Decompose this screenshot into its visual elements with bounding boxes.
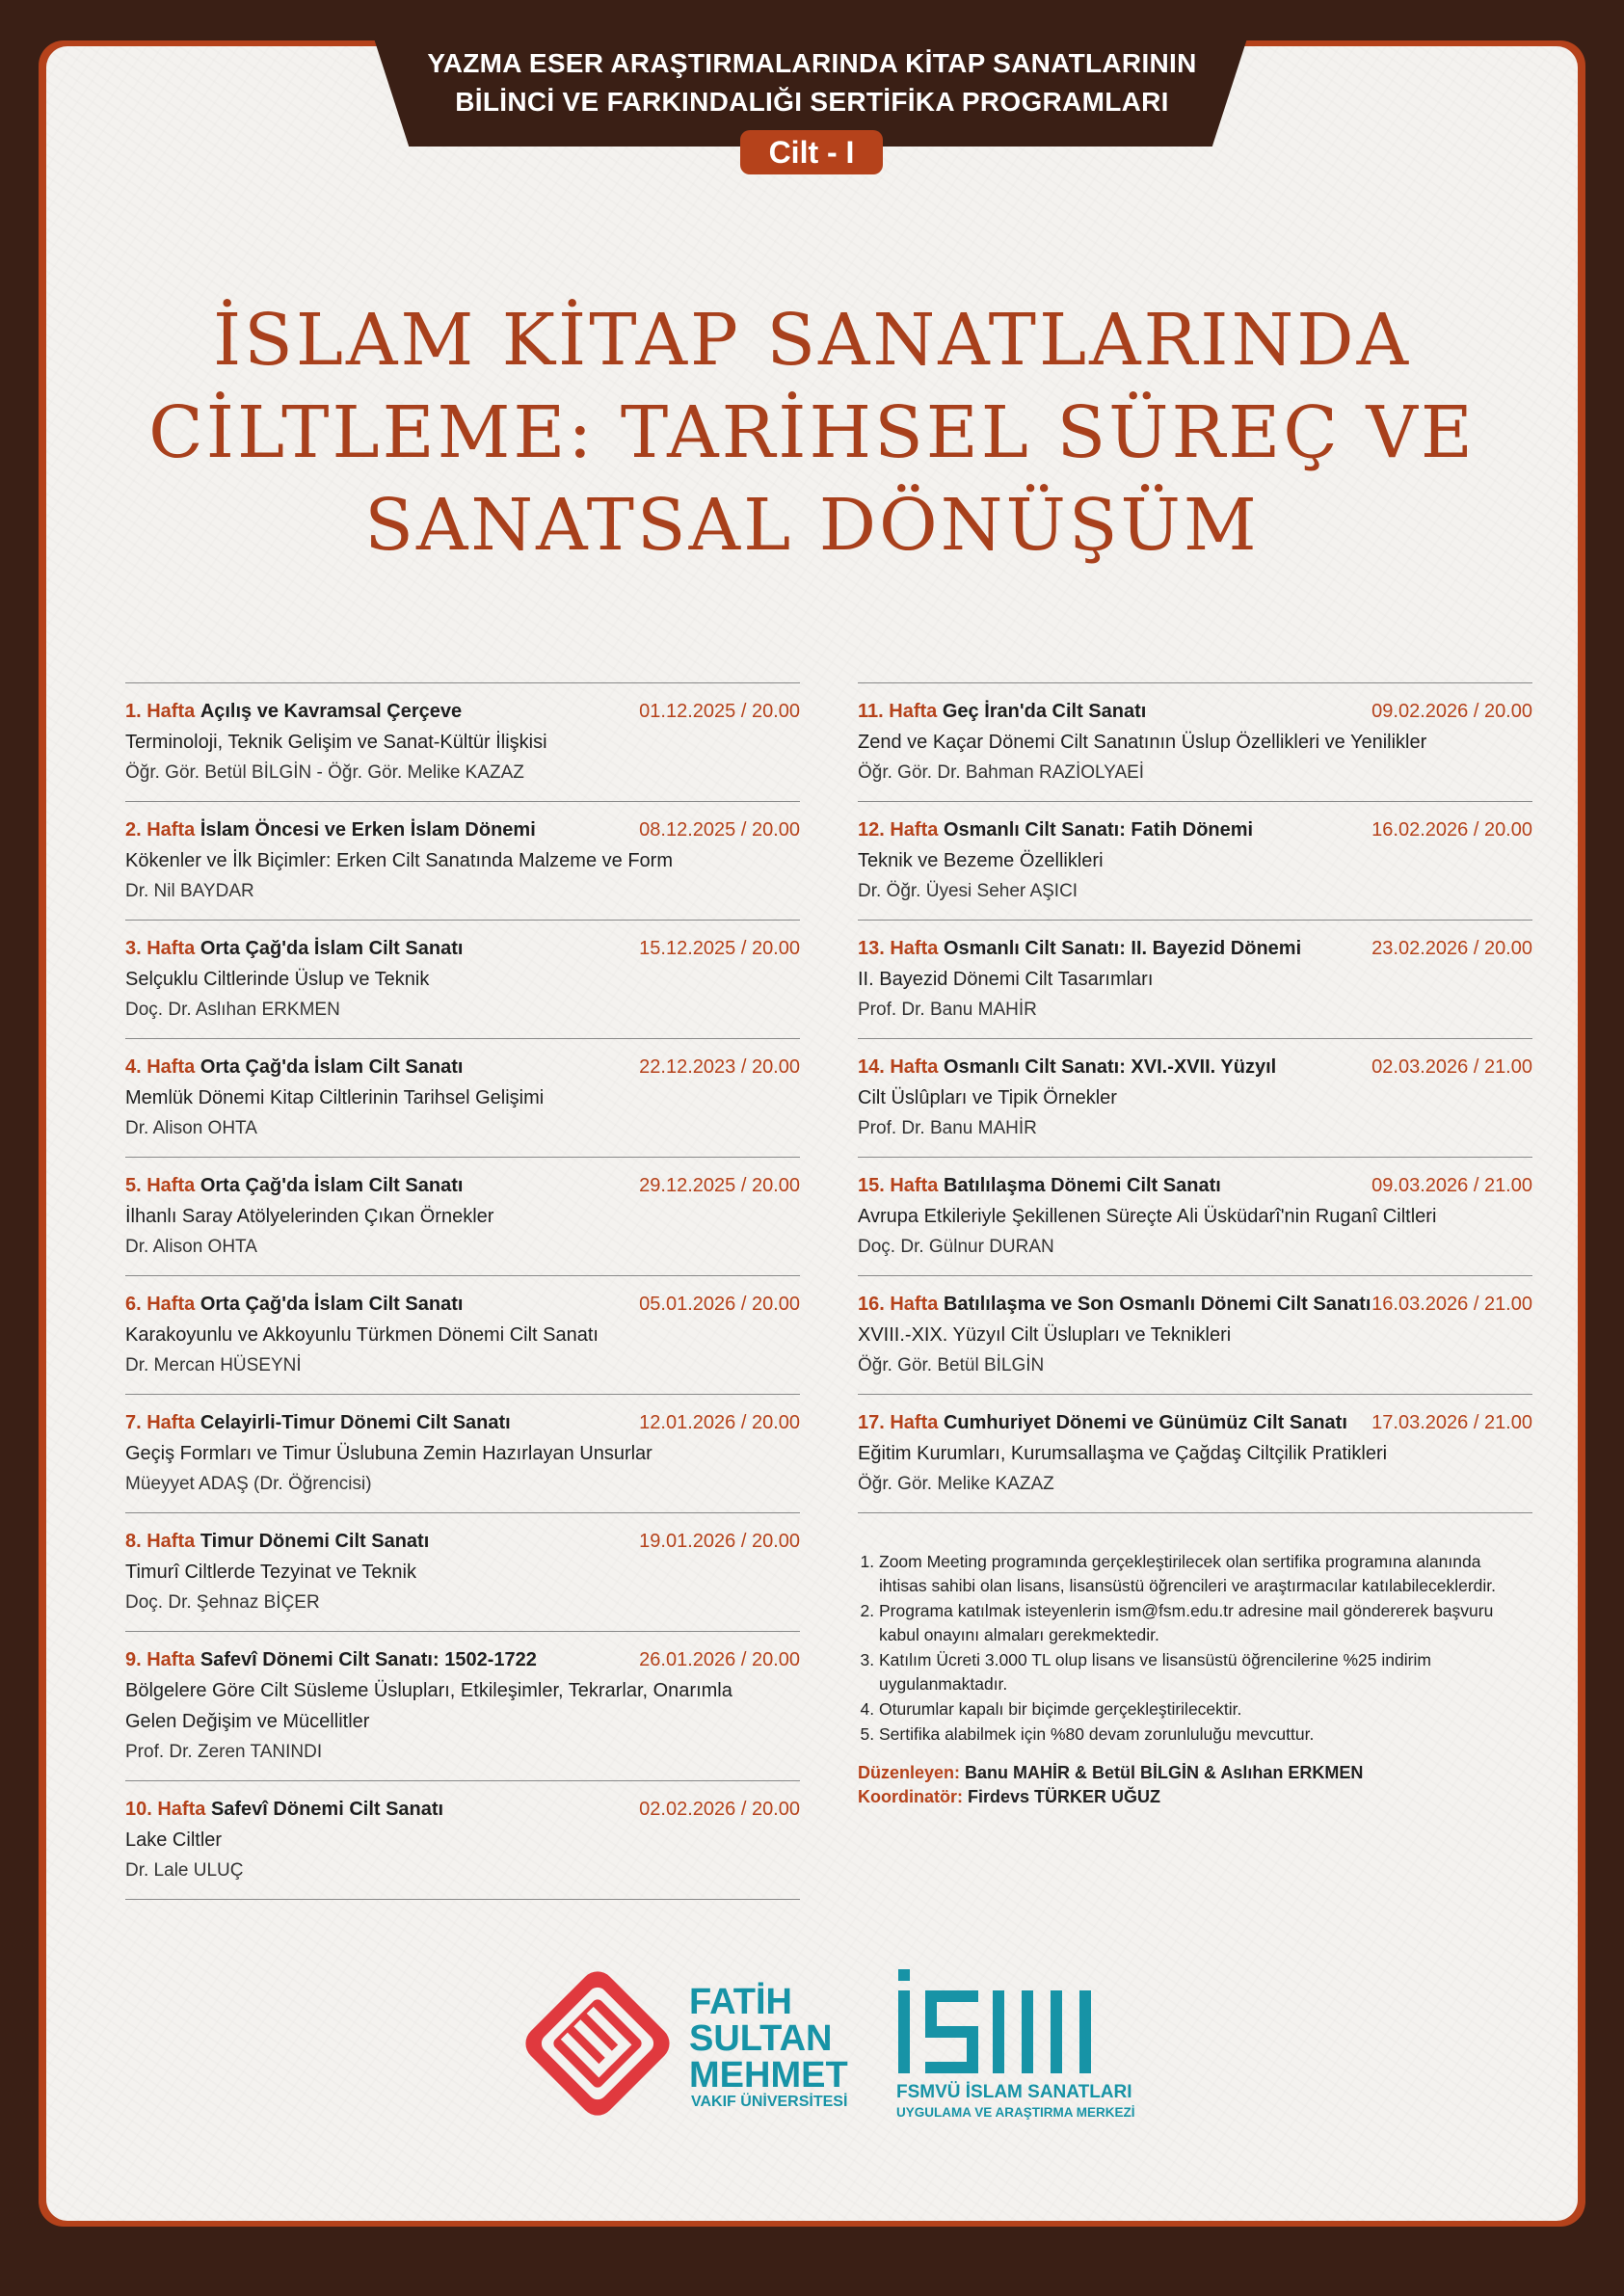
session-instructor: Dr. Alison OHTA	[125, 1118, 257, 1138]
main-title-line-3: SANATSAL DÖNÜŞÜM	[364, 484, 1260, 567]
session-date: 05.01.2026 / 20.00	[639, 1294, 800, 1315]
week-number: 13. Hafta	[858, 938, 939, 959]
session-instructor: Müeyyet ADAŞ (Dr. Öğrencisi)	[125, 1474, 372, 1494]
session-subtitle: Selçuklu Ciltlerinde Üslup ve Teknik	[125, 969, 430, 990]
entry-heading	[125, 1052, 463, 1082]
session-date: 12.01.2026 / 20.00	[639, 1412, 800, 1433]
session-title: Orta Çağ'da İslam Cilt Sanatı	[200, 1175, 464, 1196]
week-number: 9. Hafta	[125, 1649, 196, 1670]
session-instructor: Prof. Dr. Zeren TANINDI	[125, 1742, 323, 1762]
coordinator-label: Koordinatör:	[858, 1787, 963, 1806]
note-item: 3. Katılım Ücreti 3.000 TL olup lisans ve lisansüstü öğrencilerine %25 indirim uygulanmaktadır.	[879, 1648, 1532, 1696]
schedule-entry	[125, 1631, 800, 1780]
session-instructor: Öğr. Gör. Melike KAZAZ	[858, 1474, 1054, 1494]
entry-heading	[125, 1644, 537, 1675]
session-subtitle: Geçiş Formları ve Timur Üslubuna Zemin Hazırlayan Unsurlar	[125, 1443, 652, 1464]
entry-header-row	[125, 814, 800, 845]
session-subtitle: Zend ve Kaçar Dönemi Cilt Sanatının Üslup Özellikleri ve Yenilikler	[858, 732, 1427, 753]
entry-heading	[858, 814, 1253, 845]
schedule-entry	[125, 682, 800, 801]
session-title: Cumhuriyet Dönemi ve Günümüz Cilt Sanatı	[943, 1412, 1347, 1433]
ism-logo-subtitle-1: FSMVÜ İSLAM SANATLARI	[896, 2082, 1132, 2102]
entry-header-row	[858, 1289, 1532, 1320]
notes-list	[858, 1550, 1532, 1747]
session-title: Batılılaşma ve Son Osmanlı Dönemi Cilt Sanatı	[943, 1294, 1371, 1315]
fsm-logo-icon	[520, 1966, 675, 2121]
week-number: 5. Hafta	[125, 1175, 196, 1196]
organizer-names: Banu MAHİR & Betül BİLGİN & Aslıhan ERKMEN	[965, 1763, 1364, 1782]
schedule-entry	[125, 1780, 800, 1900]
session-subtitle: Lake Ciltler	[125, 1829, 223, 1851]
session-subtitle: Memlük Dönemi Kitap Ciltlerinin Tarihsel Gelişimi	[125, 1087, 545, 1108]
session-subtitle: Karakoyunlu ve Akkoyunlu Türkmen Dönemi Cilt Sanatı	[125, 1324, 599, 1346]
session-title: Orta Çağ'da İslam Cilt Sanatı	[200, 1294, 464, 1315]
entry-heading	[858, 933, 1301, 964]
session-title: Safevî Dönemi Cilt Sanatı	[210, 1799, 444, 1820]
entry-heading	[858, 1170, 1221, 1201]
week-number: 17. Hafta	[858, 1412, 939, 1433]
schedule-left-column	[125, 682, 800, 1900]
session-date: 19.01.2026 / 20.00	[639, 1531, 800, 1552]
session-subtitle: Avrupa Etkileriyle Şekillenen Süreçte Ali Üsküdarî'nin Ruganî Ciltleri	[858, 1206, 1437, 1227]
schedule-entry	[125, 1157, 800, 1275]
session-instructor: Dr. Nil BAYDAR	[125, 881, 254, 901]
session-date: 02.02.2026 / 20.00	[639, 1799, 800, 1820]
main-title-line-2: CİLTLEME: TARİHSEL SÜREÇ VE	[148, 391, 1476, 474]
session-instructor: Dr. Lale ULUÇ	[125, 1860, 244, 1881]
note-item: 4. Oturumlar kapalı bir biçimde gerçekleştirilecektir.	[879, 1697, 1532, 1722]
entry-heading	[125, 1289, 463, 1320]
note-item: 1. Zoom Meeting programında gerçekleştirilecek olan sertifika programına alanında ihtisas sahibi olan lisans, lisansüstü öğrencileri ve araştırmacılar katılabileceklerdir.	[879, 1550, 1532, 1598]
session-title: Orta Çağ'da İslam Cilt Sanatı	[200, 1056, 464, 1078]
entry-heading	[125, 933, 463, 964]
session-title: Geç İran'da Cilt Sanatı	[942, 701, 1147, 722]
session-date: 16.03.2026 / 21.00	[1371, 1294, 1532, 1315]
entry-heading	[858, 1407, 1347, 1438]
fsm-logo-text	[689, 1984, 848, 2094]
week-number: 12. Hafta	[858, 819, 939, 841]
schedule-entry	[125, 1038, 800, 1157]
session-date: 22.12.2023 / 20.00	[639, 1056, 800, 1078]
entry-heading	[858, 1289, 1371, 1320]
session-instructor: Öğr. Gör. Betül BİLGİN	[858, 1355, 1045, 1375]
entry-heading	[125, 1526, 429, 1557]
schedule-entry	[125, 920, 800, 1038]
week-number: 14. Hafta	[858, 1056, 939, 1078]
session-instructor: Doç. Dr. Aslıhan ERKMEN	[125, 1000, 340, 1020]
week-number: 7. Hafta	[125, 1412, 196, 1433]
session-instructor: Doç. Dr. Şehnaz BİÇER	[125, 1592, 320, 1613]
note-item: 2. Programa katılmak isteyenlerin ism@fsm.edu.tr adresine mail göndererek başvuru kabul onayını almaları gerekmektedir.	[879, 1599, 1532, 1647]
session-instructor: Dr. Alison OHTA	[125, 1237, 257, 1257]
session-title: Timur Dönemi Cilt Sanatı	[200, 1531, 430, 1552]
session-date: 08.12.2025 / 20.00	[639, 819, 800, 841]
session-title: Osmanlı Cilt Sanatı: II. Bayezid Dönemi	[943, 938, 1302, 959]
session-subtitle: Cilt Üslûpları ve Tipik Örnekler	[858, 1087, 1117, 1108]
session-title: Orta Çağ'da İslam Cilt Sanatı	[200, 938, 464, 959]
entry-header-row	[858, 814, 1532, 845]
session-date: 16.02.2026 / 20.00	[1371, 819, 1532, 841]
entry-heading	[125, 814, 536, 845]
entry-header-row	[125, 1289, 800, 1320]
ism-logo-subtitle-2: UYGULAMA VE ARAŞTIRMA MERKEZİ	[896, 2105, 1135, 2120]
week-number: 6. Hafta	[125, 1294, 196, 1315]
session-title: Osmanlı Cilt Sanatı: XVI.-XVII. Yüzyıl	[943, 1056, 1277, 1078]
entry-header-row	[125, 933, 800, 964]
week-number: 16. Hafta	[858, 1294, 939, 1315]
fsm-logo-subtitle: VAKIF ÜNİVERSİTESİ	[691, 2094, 848, 2110]
session-date: 23.02.2026 / 20.00	[1371, 938, 1532, 959]
session-subtitle: II. Bayezid Dönemi Cilt Tasarımları	[858, 969, 1154, 990]
week-number: 10. Hafta	[125, 1799, 206, 1820]
note-item: 5. Sertifika alabilmek için %80 devam zorunluluğu mevcuttur.	[879, 1722, 1532, 1747]
session-title: Celayirli-Timur Dönemi Cilt Sanatı	[200, 1412, 511, 1433]
entry-header-row	[858, 1052, 1532, 1082]
schedule-entry	[858, 1394, 1532, 1513]
entry-heading	[858, 696, 1146, 727]
organizer-line	[858, 1761, 1532, 1785]
program-title-line-1: YAZMA ESER ARAŞTIRMALARINDA KİTAP SANATLARININ	[427, 48, 1197, 78]
session-subtitle: İlhanlı Saray Atölyelerinden Çıkan Örnekler	[125, 1206, 494, 1227]
coordinator-line	[858, 1785, 1532, 1809]
schedule-entry	[858, 1275, 1532, 1394]
session-subtitle: Terminoloji, Teknik Gelişim ve Sanat-Kültür İlişkisi	[125, 732, 547, 753]
week-number: 15. Hafta	[858, 1175, 939, 1196]
session-date: 09.03.2026 / 21.00	[1371, 1175, 1532, 1196]
session-date: 09.02.2026 / 20.00	[1371, 701, 1532, 722]
fsm-logo-line-2: SULTAN	[689, 2018, 833, 2059]
entry-header-row	[125, 1170, 800, 1201]
schedule-entry	[858, 801, 1532, 920]
entry-header-row	[125, 1407, 800, 1438]
entry-header-row	[858, 1407, 1532, 1438]
coordinator-name: Firdevs TÜRKER UĞUZ	[968, 1787, 1161, 1806]
session-instructor: Dr. Mercan HÜSEYNİ	[125, 1355, 302, 1375]
week-number: 4. Hafta	[125, 1056, 196, 1078]
main-title-line-1: İSLAM KİTAP SANATLARINDA	[212, 299, 1412, 382]
entry-heading	[125, 696, 462, 727]
program-title-line-2: BİLİNCİ VE FARKINDALIĞI SERTİFİKA PROGRAMLARI	[455, 87, 1169, 117]
entry-heading	[125, 1407, 511, 1438]
session-subtitle: Eğitim Kurumları, Kurumsallaşma ve Çağdaş Ciltçilik Pratikleri	[858, 1443, 1388, 1464]
entry-heading	[858, 1052, 1276, 1082]
schedule-entry	[125, 1512, 800, 1631]
entry-header-row	[125, 1644, 800, 1675]
session-date: 15.12.2025 / 20.00	[639, 938, 800, 959]
week-number: 2. Hafta	[125, 819, 196, 841]
schedule-entry	[858, 920, 1532, 1038]
session-instructor: Prof. Dr. Banu MAHİR	[858, 1000, 1037, 1020]
session-title: Açılış ve Kavramsal Çerçeve	[200, 701, 463, 722]
main-title	[96, 294, 1528, 572]
organizer-label: Düzenleyen:	[858, 1763, 961, 1782]
fsm-logo-line-1: FATİH	[689, 1982, 792, 2022]
session-title: Batılılaşma Dönemi Cilt Sanatı	[943, 1175, 1221, 1196]
session-subtitle: Bölgelere Göre Cilt Süsleme Üslupları, Etkileşimler, Tekrarlar, Onarımla	[125, 1680, 732, 1701]
ism-logo-icon	[896, 1969, 1104, 2075]
notes-section	[858, 1550, 1532, 1809]
session-instructor: Öğr. Gör. Dr. Bahman RAZİOLYAEİ	[858, 762, 1145, 783]
session-instructor: Dr. Öğr. Üyesi Seher AŞICI	[858, 881, 1078, 901]
session-subtitle: Timurî Ciltlerde Tezyinat ve Teknik	[125, 1562, 416, 1583]
schedule-entry	[858, 1038, 1532, 1157]
entry-header-row	[125, 1526, 800, 1557]
session-title: Safevî Dönemi Cilt Sanatı: 1502-1722	[200, 1649, 537, 1670]
session-date: 26.01.2026 / 20.00	[639, 1649, 800, 1670]
entry-heading	[125, 1170, 463, 1201]
entry-heading	[125, 1794, 443, 1825]
session-subtitle-continued: Gelen Değişim ve Mücellitler	[125, 1711, 370, 1732]
session-subtitle: Teknik ve Bezeme Özellikleri	[858, 850, 1104, 871]
week-number: 1. Hafta	[125, 701, 196, 722]
schedule-right-column	[858, 682, 1532, 1513]
fsm-logo-line-3: MEHMET	[689, 2055, 848, 2096]
entry-header-row	[125, 1794, 800, 1825]
session-date: 01.12.2025 / 20.00	[639, 701, 800, 722]
session-date: 17.03.2026 / 21.00	[1371, 1412, 1532, 1433]
entry-header-row	[858, 933, 1532, 964]
week-number: 11. Hafta	[858, 701, 938, 722]
session-title: Osmanlı Cilt Sanatı: Fatih Dönemi	[943, 819, 1254, 841]
session-date: 29.12.2025 / 20.00	[639, 1175, 800, 1196]
session-instructor: Doç. Dr. Gülnur DURAN	[858, 1237, 1054, 1257]
schedule-entry	[125, 1394, 800, 1512]
session-subtitle: Kökenler ve İlk Biçimler: Erken Cilt Sanatında Malzeme ve Form	[125, 850, 673, 871]
week-number: 3. Hafta	[125, 938, 196, 959]
session-title: İslam Öncesi ve Erken İslam Dönemi	[200, 819, 536, 841]
schedule-entry	[858, 682, 1532, 801]
schedule-entry	[125, 1275, 800, 1394]
session-instructor: Prof. Dr. Banu MAHİR	[858, 1118, 1037, 1138]
session-date: 02.03.2026 / 21.00	[1371, 1056, 1532, 1078]
entry-header-row	[858, 696, 1532, 727]
week-number: 8. Hafta	[125, 1531, 196, 1552]
session-subtitle: XVIII.-XIX. Yüzyıl Cilt Üslupları ve Teknikleri	[858, 1324, 1232, 1346]
schedule-entry	[858, 1157, 1532, 1275]
session-instructor: Öğr. Gör. Betül BİLGİN - Öğr. Gör. Melike KAZAZ	[125, 762, 524, 783]
volume-badge: Cilt - I	[740, 130, 883, 174]
entry-header-row	[125, 1052, 800, 1082]
entry-header-row	[858, 1170, 1532, 1201]
entry-header-row	[125, 696, 800, 727]
schedule-entry	[125, 801, 800, 920]
